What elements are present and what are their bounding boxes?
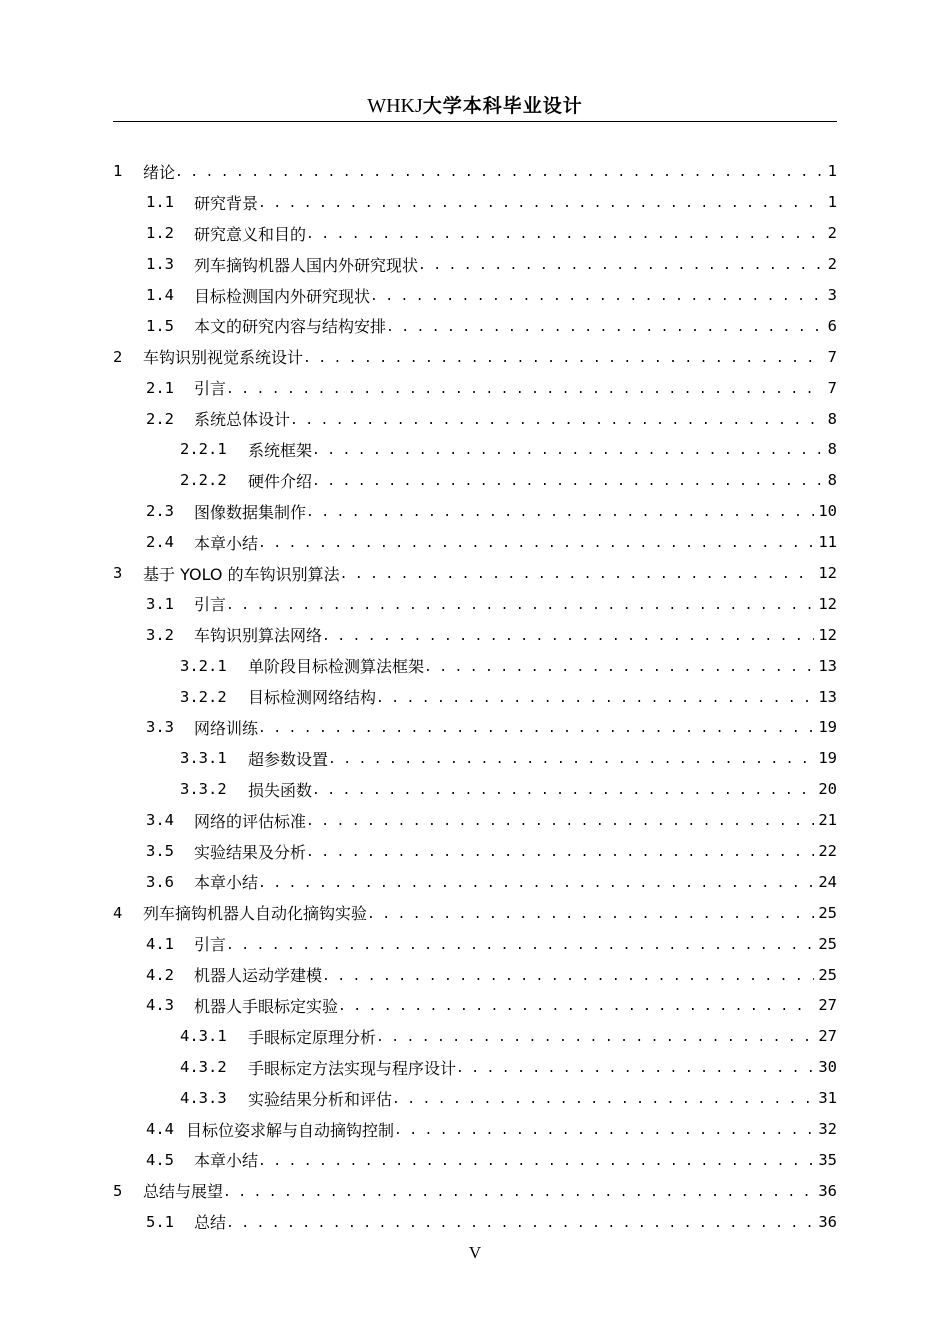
dot-leader <box>258 194 823 214</box>
toc-entry-number: 4 <box>113 903 123 922</box>
toc-entry[interactable] <box>113 743 837 774</box>
dot-leader <box>258 719 814 739</box>
toc-entry[interactable] <box>113 619 837 650</box>
toc-entry-page: 1 <box>827 162 837 181</box>
toc-entry-title: 机器人手眼标定实验 <box>194 996 339 1016</box>
toc-entry-page: 10 <box>818 502 837 521</box>
toc-entry-title: 目标检测网络结构 <box>248 688 377 708</box>
toc-entry-page: 25 <box>818 965 837 984</box>
toc-entry[interactable] <box>113 959 837 990</box>
toc-entry-title: 单阶段目标检测算法框架 <box>248 657 425 677</box>
toc-entry-title: 硬件介绍 <box>248 471 313 491</box>
dot-leader <box>306 225 823 245</box>
toc-entry-number: 2.2.2 <box>180 471 227 490</box>
toc-entry-number: 3.2 <box>146 625 174 644</box>
dot-leader <box>226 1214 814 1234</box>
toc-entry[interactable] <box>113 310 837 341</box>
toc-entry-number: 5 <box>113 1181 123 1200</box>
dot-leader <box>226 596 814 616</box>
dot-leader <box>340 565 815 585</box>
toc-entry[interactable] <box>113 928 837 959</box>
toc-entry[interactable] <box>113 249 837 280</box>
toc-entry-number: 1.1 <box>146 193 174 212</box>
toc-entry-title: 绪论 <box>143 162 176 182</box>
toc-entry-number: 3.3 <box>146 718 174 737</box>
toc-entry[interactable] <box>113 1175 837 1206</box>
toc-entry-title: 手眼标定方法实现与程序设计 <box>248 1058 457 1078</box>
toc-entry-title: 本文的研究内容与结构安排 <box>194 317 387 337</box>
toc-entry-title: 车钩识别视觉系统设计 <box>143 348 304 368</box>
toc-entry-page: 11 <box>818 533 837 552</box>
dot-leader <box>322 967 814 987</box>
toc-entry-number: 4.2 <box>146 965 174 984</box>
running-header <box>113 92 837 120</box>
toc-entry[interactable] <box>113 650 837 681</box>
toc-entry-page: 25 <box>818 903 837 922</box>
toc-entry-number: 4.3.1 <box>180 1027 227 1046</box>
toc-entry-page: 7 <box>827 378 837 397</box>
toc-entry-number: 3.4 <box>146 811 174 830</box>
header-rule <box>113 121 837 122</box>
toc-entry[interactable] <box>113 1145 837 1176</box>
dot-leader <box>290 411 823 431</box>
toc-entry[interactable] <box>113 805 837 836</box>
dot-leader <box>312 781 814 801</box>
dot-leader <box>386 318 823 338</box>
dot-leader <box>376 1028 814 1048</box>
toc-entry-title: 机器人运动学建模 <box>194 966 323 986</box>
toc-entry-title: 引言 <box>194 595 227 615</box>
dot-leader <box>370 287 823 307</box>
toc-entry-page: 21 <box>818 811 837 830</box>
dot-leader <box>258 1152 814 1172</box>
toc-entry-page: 36 <box>818 1212 837 1231</box>
toc-entry-number: 3.3.2 <box>180 780 227 799</box>
toc-entry-title: 引言 <box>194 935 227 955</box>
toc-entry[interactable] <box>113 156 837 187</box>
toc-entry[interactable] <box>113 1021 837 1052</box>
toc-entry-title: 车钩识别算法网络 <box>194 626 323 646</box>
toc-entry[interactable] <box>113 280 837 311</box>
toc-entry-page: 13 <box>818 656 837 675</box>
dot-leader <box>424 658 814 678</box>
toc-entry-title: 总结 <box>194 1213 227 1233</box>
toc-entry[interactable] <box>113 341 837 372</box>
toc-entry-page: 8 <box>827 409 837 428</box>
toc-entry-title: 引言 <box>194 379 227 399</box>
toc-entry-title: 实验结果及分析 <box>194 842 307 862</box>
toc-entry[interactable] <box>113 774 837 805</box>
toc-entry-title: 列车摘钩机器人国内外研究现状 <box>194 255 419 275</box>
toc-entry-number: 3.6 <box>146 872 174 891</box>
toc-entry-title: 网络的评估标准 <box>194 811 307 831</box>
toc-entry-page: 19 <box>818 718 837 737</box>
dot-leader <box>175 163 823 183</box>
dot-leader <box>312 472 823 492</box>
toc-entry[interactable] <box>113 866 837 897</box>
toc-entry-title: 本章小结 <box>194 873 259 893</box>
toc-entry[interactable] <box>113 588 837 619</box>
toc-entry-title: 列车摘钩机器人自动化摘钩实验 <box>143 904 368 924</box>
toc-entry[interactable] <box>113 434 837 465</box>
dot-leader <box>456 1059 814 1079</box>
toc-entry-page: 32 <box>818 1120 837 1139</box>
toc-entry-number: 3 <box>113 564 123 583</box>
table-of-contents <box>113 156 837 1237</box>
toc-entry-title: 图像数据集制作 <box>194 502 307 522</box>
toc-entry-page: 24 <box>818 872 837 891</box>
toc-entry-number: 3.5 <box>146 842 174 861</box>
toc-entry-number: 2.2.1 <box>180 440 227 459</box>
toc-entry[interactable] <box>113 1083 837 1114</box>
dot-leader <box>328 750 814 770</box>
toc-entry-number: 2.2 <box>146 409 174 428</box>
toc-entry-number: 4.5 <box>146 1150 174 1169</box>
toc-entry-page: 35 <box>818 1150 837 1169</box>
toc-entry-page: 27 <box>818 996 837 1015</box>
toc-entry-number: 4.3.3 <box>180 1089 227 1108</box>
toc-entry-title: 超参数设置 <box>248 749 329 769</box>
toc-entry-page: 6 <box>827 316 837 335</box>
toc-entry[interactable] <box>113 558 837 589</box>
toc-entry[interactable] <box>113 1052 837 1083</box>
toc-entry[interactable] <box>113 187 837 218</box>
toc-entry-number: 2.3 <box>146 502 174 521</box>
toc-entry-title: 系统框架 <box>248 440 313 460</box>
toc-entry[interactable] <box>113 218 837 249</box>
toc-entry-number: 1.2 <box>146 224 174 243</box>
toc-entry[interactable] <box>113 465 837 496</box>
dot-leader <box>394 1121 814 1141</box>
dot-leader <box>226 936 814 956</box>
toc-entry-title: 目标位姿求解与自动摘钩控制 <box>186 1120 395 1140</box>
toc-entry[interactable] <box>113 990 837 1021</box>
toc-entry-page: 3 <box>827 286 837 304</box>
toc-entry-number: 4.3.2 <box>180 1058 227 1077</box>
toc-entry-page: 27 <box>818 1027 837 1046</box>
toc-entry-number: 1.5 <box>146 316 174 335</box>
dot-leader <box>258 534 814 554</box>
header-cjk: 大学本科毕业设计 <box>422 95 583 117</box>
toc-entry-title: 总结与展望 <box>143 1182 224 1202</box>
toc-entry-number: 2 <box>113 347 123 366</box>
toc-entry-page: 12 <box>818 564 837 583</box>
toc-entry-number: 4.1 <box>146 934 174 953</box>
toc-entry[interactable] <box>113 712 837 743</box>
dot-leader <box>303 349 823 369</box>
toc-entry-page: 2 <box>827 255 837 274</box>
toc-entry-page: 12 <box>818 625 837 644</box>
toc-entry-number: 1.4 <box>146 286 174 304</box>
toc-entry[interactable] <box>113 527 837 558</box>
toc-entry-title: 损失函数 <box>248 780 313 800</box>
header-latin: WHKJ <box>367 95 423 117</box>
dot-leader <box>322 627 814 647</box>
toc-entry-page: 13 <box>818 687 837 706</box>
toc-entry-number: 3.2.2 <box>180 687 227 706</box>
toc-entry-page: 22 <box>818 842 837 861</box>
toc-entry[interactable] <box>113 897 837 928</box>
toc-entry-page: 12 <box>818 594 837 613</box>
toc-entry-number: 4.3 <box>146 996 174 1015</box>
toc-entry[interactable] <box>113 403 837 434</box>
toc-entry-title: 研究意义和目的 <box>194 224 307 244</box>
dot-leader <box>418 256 823 276</box>
dot-leader <box>306 812 814 832</box>
toc-entry-number: 3.1 <box>146 594 174 613</box>
dot-leader <box>223 1183 814 1203</box>
dot-leader <box>226 380 823 400</box>
toc-entry-page: 36 <box>818 1181 837 1200</box>
toc-entry-page: 8 <box>827 440 837 459</box>
toc-entry-number: 5.1 <box>146 1212 174 1231</box>
toc-entry[interactable] <box>113 681 837 712</box>
toc-entry-title: 手眼标定原理分析 <box>248 1027 377 1047</box>
toc-entry-title: 目标检测国内外研究现状 <box>194 286 371 306</box>
toc-entry[interactable] <box>113 372 837 403</box>
toc-entry[interactable] <box>113 496 837 527</box>
toc-entry-title: 本章小结 <box>194 533 259 553</box>
dot-leader <box>338 997 814 1017</box>
dot-leader <box>306 843 814 863</box>
dot-leader <box>312 441 823 461</box>
toc-entry[interactable] <box>113 1114 837 1145</box>
toc-entry-page: 20 <box>818 780 837 799</box>
toc-entry-title: 实验结果分析和评估 <box>248 1089 393 1109</box>
toc-entry[interactable] <box>113 836 837 867</box>
toc-entry-title: 研究背景 <box>194 193 259 213</box>
toc-entry-number: 1.3 <box>146 255 174 274</box>
toc-entry-number: 1 <box>113 162 123 181</box>
toc-entry[interactable] <box>113 1206 837 1237</box>
toc-entry-page: 1 <box>827 193 837 212</box>
toc-entry-page: 31 <box>818 1089 837 1108</box>
toc-entry-page: 7 <box>827 347 837 366</box>
dot-leader <box>376 689 814 709</box>
dot-leader <box>258 874 814 894</box>
toc-entry-page: 25 <box>818 934 837 953</box>
toc-entry-page: 30 <box>818 1058 837 1077</box>
toc-entry-page: 8 <box>827 471 837 490</box>
dot-leader <box>367 905 814 925</box>
toc-entry-number: 3.3.1 <box>180 749 227 768</box>
toc-entry-number: 4.4 <box>146 1120 174 1139</box>
footer-page-number: V <box>468 1243 482 1262</box>
toc-entry-page: 19 <box>818 749 837 768</box>
toc-entry-title: 网络训练 <box>194 718 259 738</box>
toc-entry-page: 2 <box>827 224 837 243</box>
toc-entry-number: 3.2.1 <box>180 656 227 675</box>
dot-leader <box>306 503 814 523</box>
toc-entry-title: 系统总体设计 <box>194 410 291 430</box>
toc-entry-title: 基于 YOLO 的车钩识别算法 <box>143 564 340 584</box>
dot-leader <box>392 1090 814 1110</box>
toc-entry-title: 本章小结 <box>194 1151 259 1171</box>
toc-entry-number: 2.1 <box>146 378 174 397</box>
toc-entry-number: 2.4 <box>146 533 174 552</box>
